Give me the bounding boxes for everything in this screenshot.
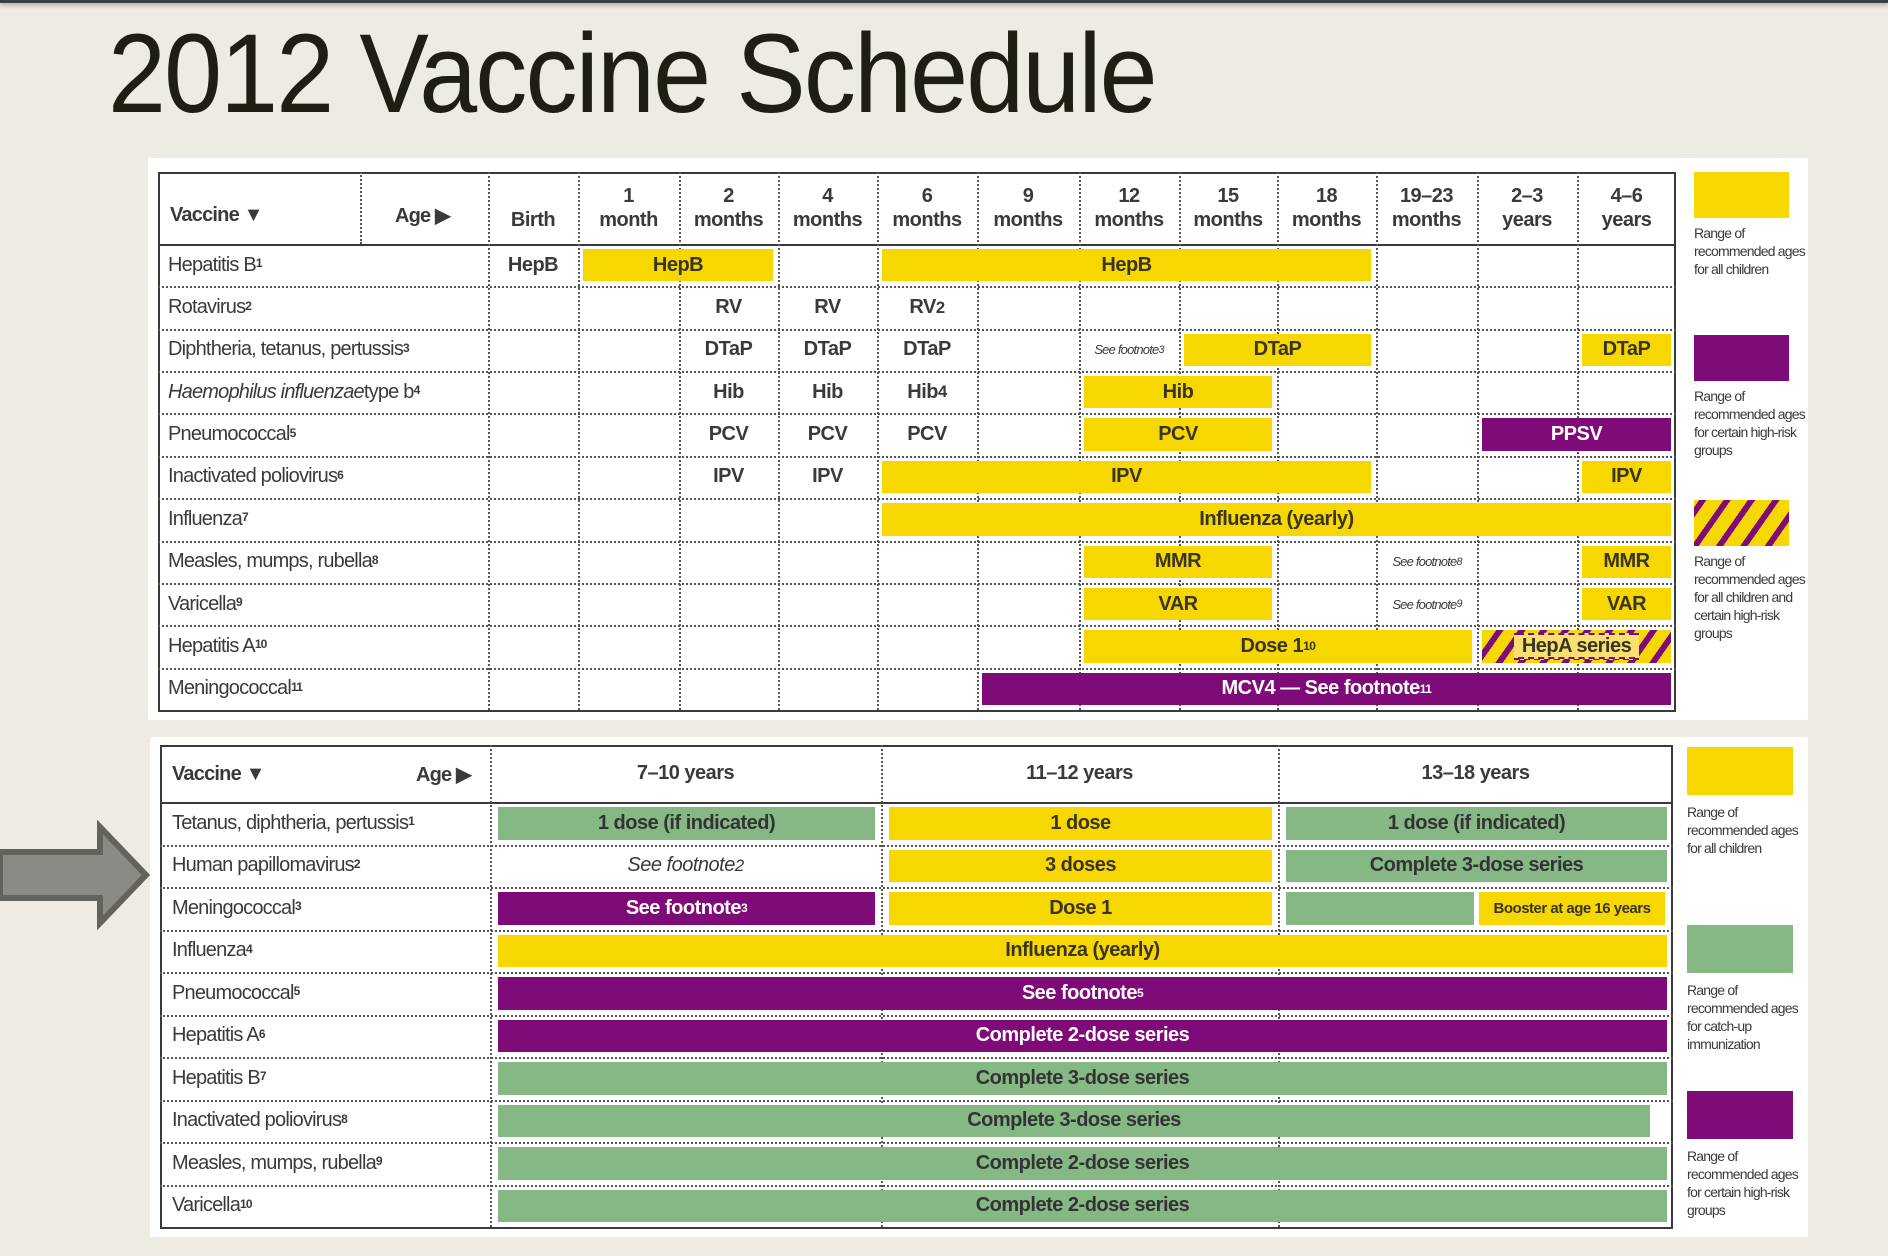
table1-header-divider [158,244,1676,246]
legend-swatch-purple [1687,1091,1793,1139]
cell-label: VAR [1158,592,1198,615]
footnote-marker: 1 [408,814,415,829]
cell-label: Dose 1 [1049,896,1112,919]
cell-label: See footnote [1392,596,1457,612]
cell-label: PCV [907,423,947,446]
schedule-cell [1286,807,1667,840]
schedule-cell [498,977,1667,1010]
legend-label: Range of recommended ages for catch-up immunization [1687,982,1798,1052]
cell-label: Hib [907,380,938,403]
cell-label: PCV [1158,423,1198,446]
schedule-cell [498,1062,1667,1095]
table1-vaccine-name [168,286,251,328]
vaccine-name-italic: Haemophilus influenzae [168,380,364,403]
table2-vaccine-name [172,845,360,888]
legend-label: Range of recommended ages for certain high-risk groups [1694,388,1805,458]
schedule-cell [1582,588,1671,620]
schedule-cell [498,1020,1667,1053]
schedule-cell [679,329,778,371]
schedule-cell [1084,418,1272,450]
cell-label: Complete 3-dose series [967,1109,1181,1132]
cell-label: IPV [1611,465,1642,488]
table2-vaccine-name [172,930,252,973]
cell-label: RV [909,296,936,319]
schedule-cell [1084,588,1272,620]
schedule-cell [778,286,877,328]
footnote-marker: 10 [240,1196,252,1211]
table1-vaccine-name [168,244,262,286]
cell-label: Complete 2-dose series [975,1151,1190,1174]
cell-label: MMR [1154,550,1202,573]
table1-vaccine-name [168,583,242,625]
cell-label: RV [814,296,841,319]
table2-vaccine-name [172,1015,265,1058]
age-value: 9 [1022,185,1034,207]
footnote-marker: 4 [937,382,947,402]
schedule-cell [877,329,977,371]
footnote-marker: 1 [255,256,262,271]
cell-label: Hepatitis B [172,1066,260,1089]
booster-cell: Booster at age 16 years [1479,892,1665,925]
table2-vaccine-name [172,1142,382,1185]
schedule-cell [1482,418,1671,450]
schedule-cell [498,892,875,925]
cell-label: Tetanus, diphtheria, pertussis [172,811,409,834]
schedule-cell [778,456,877,498]
table1-vaccine-name [168,413,295,455]
cell-label: Hib [812,380,843,403]
footnote-marker: 9 [236,595,242,610]
table2-row-divider [160,887,1673,889]
cell-label: Rotavirus [168,296,246,319]
schedule-cell [877,413,977,455]
footnote-marker: 2 [935,297,945,317]
cell-label: DTaP [1253,338,1302,361]
legend-swatch-yellow [1694,172,1789,218]
cell-label: HepB [652,253,704,276]
schedule-cell [889,807,1272,840]
schedule-cell [498,935,1667,968]
age-unit: months [1193,209,1263,231]
schedule-cell [778,371,877,413]
cell-label: Inactivated poliovirus [172,1109,342,1132]
schedule-cell [498,1147,1667,1180]
age-value [530,184,535,208]
table1-row-divider [158,498,1676,500]
cell-label: Measles, mumps, rubella [172,1151,376,1174]
cell-label: See footnote [627,854,735,877]
table2-age-column-header: 11–12 years [1026,762,1133,784]
cell-label: See footnote [1021,981,1137,1004]
footnote-marker: 3 [1158,343,1164,356]
table2-vaccine-header: Vaccine ▼ [172,762,265,785]
age-value: 15 [1217,185,1239,207]
schedule-cell [1084,546,1272,578]
table2-row-divider [160,1142,1673,1144]
cell-label: Hepatitis B [168,253,256,276]
schedule-cell [1184,334,1371,366]
footnote-marker: 7 [241,510,248,525]
cell-label: HepB [507,253,559,276]
cell-label: DTaP [1602,338,1651,361]
cell-label: Influenza [172,939,246,962]
table1-vaccine-age-divider [360,172,362,244]
cell-label: 1 dose (if indicated) [597,811,776,834]
cell-label: Hib [713,380,744,403]
schedule-cell [488,244,578,286]
schedule-cell [1286,850,1667,883]
schedule-cell [1482,630,1671,662]
schedule-cell [679,371,778,413]
schedule-cell [679,413,778,455]
schedule-cell-catchup [1286,892,1474,925]
age-unit: months [1291,209,1362,231]
age-value: 4–6 [1610,185,1643,207]
table2-row-divider [160,972,1673,974]
legend-swatch-purple [1694,335,1789,381]
age-value: 1 [623,185,634,207]
cell-label: Complete 2-dose series [975,1194,1190,1217]
age-unit: months [693,209,764,231]
table2-row-divider [160,1057,1673,1059]
legend-swatch-hatch [1694,500,1789,546]
legend-label: Range of recommended ages for certain high-risk groups [1687,1148,1798,1218]
schedule-cell [889,850,1272,883]
schedule-cell [1582,461,1671,493]
footnote-marker: 9 [1456,598,1462,611]
table1-age-column-header [1577,176,1676,240]
table1-age-column-header [1376,176,1477,240]
schedule-cell [778,329,877,371]
footnote-marker: 6 [258,1026,265,1041]
schedule-cell [583,249,773,281]
cell-label: Hib [1162,380,1194,403]
age-unit: months [1094,209,1164,231]
cell-label: Complete 3-dose series [1369,854,1584,877]
cell-label: 3 doses [1045,854,1116,877]
table1-vaccine-name [168,625,267,667]
cell-label: See footnote [1392,554,1457,570]
footnote-marker: 11 [291,679,303,694]
footnote-marker: 7 [259,1069,266,1084]
cell-label: Inactivated poliovirus [168,465,338,488]
schedule-cell [1079,329,1179,371]
table2-age-column-header: 13–18 years [1421,762,1530,784]
footnote-marker: 11 [1419,681,1432,696]
footnote-marker: 5 [1136,986,1144,1001]
table2-age-column-header: 7–10 years [636,762,735,784]
cell-label: HepB [1101,253,1152,276]
footnote-marker: 2 [734,855,744,875]
schedule-cell [982,673,1671,705]
table1-age-column-header [778,176,877,240]
schedule-cell [882,461,1371,493]
footnote-marker: 3 [740,901,748,916]
age-unit: month [599,209,658,231]
cell-label: Complete 3-dose series [975,1066,1190,1089]
footnote-marker: 2 [353,856,360,871]
cell-label: Complete 2-dose series [975,1024,1190,1047]
schedule-cell [498,1190,1667,1223]
footnote-marker: 8 [341,1111,348,1126]
cell-label: Varicella [168,592,237,615]
cell-label: Diphtheria, tetanus, pertussis [168,338,404,361]
table2-age-header: Age ▶ [416,763,471,786]
cell-label: IPV [812,465,843,488]
table1-vaccine-name [168,541,378,583]
table1-vaccine-name [168,456,343,498]
footnote-marker: 8 [371,552,378,567]
age-value: 18 [1315,185,1338,207]
cell-label: DTaP [704,338,753,361]
schedule-cell [1277,541,1577,583]
table1-row-divider [158,625,1676,627]
table1-column-divider [578,172,580,710]
table1-row-divider [158,668,1676,670]
legend-label: Range of recommended ages for all children and certain high-risk groups [1694,553,1805,641]
top-window-edge [0,0,1888,3]
cell-label: 1 dose [1050,811,1111,834]
right-arrow-icon [0,820,152,930]
cell-label: Measles, mumps, rubella [168,550,372,573]
age-unit: months [792,209,863,231]
table1-vaccine-name [168,668,302,710]
legend-label: Range of recommended ages for all children [1694,225,1805,277]
cell-label: type b [363,380,414,403]
legend-swatch-green [1687,925,1793,973]
table2-row-divider [160,1100,1673,1102]
cell-label: See footnote [625,896,741,919]
cell-label: HepA series [1518,633,1635,659]
age-value: 12 [1118,185,1140,207]
legend-label: Range of recommended ages for all children [1687,804,1798,856]
table1-age-column-header [1277,176,1376,240]
cell-label: DTaP [903,338,951,361]
age-unit: months [993,209,1063,231]
schedule-cell [490,845,881,888]
footnote-marker: 5 [289,425,296,440]
table2-vaccine-name [172,972,299,1015]
table1-vaccine-header: Vaccine ▼ [170,203,263,226]
cell-label: MMR [1603,550,1650,573]
schedule-cell [778,413,877,455]
cell-label: PCV [708,423,749,446]
cell-label: Pneumococcal [168,423,290,446]
schedule-cell [498,1105,1650,1138]
footnote-marker: 3 [403,340,409,355]
table1-age-column-header [1477,176,1577,240]
cell-label: Human papillomavirus [172,854,354,877]
cell-label: Influenza (yearly) [1199,507,1354,530]
cell-label: IPV [713,465,744,488]
cell-label: IPV [1111,465,1142,488]
age-unit: Birth [510,209,556,231]
age-value: 4 [822,185,833,207]
cell-label: Hepatitis A [172,1024,259,1047]
table1-age-header: Age ▶ [395,204,450,227]
table2-vaccine-name [172,802,414,845]
footnote-marker: 4 [245,941,252,956]
age-unit: years [1502,209,1552,231]
cell-label: Pneumococcal [172,981,294,1004]
slide-title: 2012 Vaccine Schedule [108,11,1156,136]
table2-column-divider [490,745,492,1227]
footnote-marker: 2 [245,298,252,313]
age-value: 2–3 [1511,185,1543,207]
table1-row-divider [158,456,1676,458]
table1-age-column-header [1079,176,1179,240]
cell-label: 1 dose (if indicated) [1387,811,1566,834]
table2-row-divider [160,1185,1673,1187]
table2-row-divider [160,1015,1673,1017]
legend-swatch-yellow [1687,747,1793,795]
table1-age-column-header [877,176,977,240]
schedule-cell [1084,630,1472,662]
hatch-label [1514,633,1639,660]
table2-vaccine-name [172,1185,252,1228]
cell-label: Influenza [168,507,242,530]
schedule-cell [889,892,1272,925]
cell-label: Meningococcal [172,896,296,919]
table1-vaccine-name [168,329,409,371]
schedule-cell [877,286,977,328]
cell-label: Hepatitis A [168,634,255,657]
schedule-cell [679,456,778,498]
age-unit: months [892,209,962,231]
footnote-marker: 10 [1303,639,1316,654]
schedule-cell [679,286,778,328]
table2-row-divider [160,845,1673,847]
footnote-marker: 6 [337,467,344,482]
schedule-cell [882,249,1371,281]
age-unit: years [1601,209,1652,231]
table1-age-column-header [578,176,679,240]
age-value: 6 [921,185,933,207]
cell-label: Dose 1 [1240,634,1304,657]
schedule-cell [1084,376,1272,408]
table1-vaccine-name [168,498,248,540]
cell-label: Meningococcal [168,677,292,700]
cell-label: RV [715,296,742,319]
schedule-cell [877,371,977,413]
cell-label: Influenza (yearly) [1005,939,1160,962]
table1-age-column-header [488,176,578,240]
schedule-cell [498,807,875,840]
footnote-marker: 5 [293,984,300,999]
cell-label: DTaP [803,338,852,361]
table1-age-column-header [1179,176,1277,240]
footnote-marker: 3 [295,899,301,914]
age-value: 2 [723,185,734,207]
schedule-cell [1277,583,1577,625]
cell-label: PPSV [1550,423,1603,446]
table2-vaccine-name [172,1100,347,1143]
table1-vaccine-name [168,371,419,413]
footnote-marker: 10 [254,637,267,652]
table2-row-divider [160,930,1673,932]
cell-label: See footnote [1094,342,1159,358]
cell-label: Varicella [172,1194,241,1217]
schedule-cell [882,503,1671,535]
footnote-marker: 4 [413,383,420,398]
table1-column-divider [1477,172,1479,710]
table2-vaccine-name [172,887,301,930]
cell-label: VAR [1606,592,1647,615]
cell-label: PCV [807,423,848,446]
table1-age-column-header [679,176,778,240]
age-value: 19–23 [1399,185,1454,207]
table2-vaccine-name [172,1057,266,1100]
cell-label: MCV4 — See footnote [1221,677,1420,700]
footnote-marker: 8 [1456,555,1462,568]
schedule-cell [1582,546,1671,578]
age-unit: months [1391,209,1462,231]
schedule-cell [1582,334,1671,366]
table1-age-column-header [977,176,1079,240]
footnote-marker: 9 [375,1154,382,1169]
